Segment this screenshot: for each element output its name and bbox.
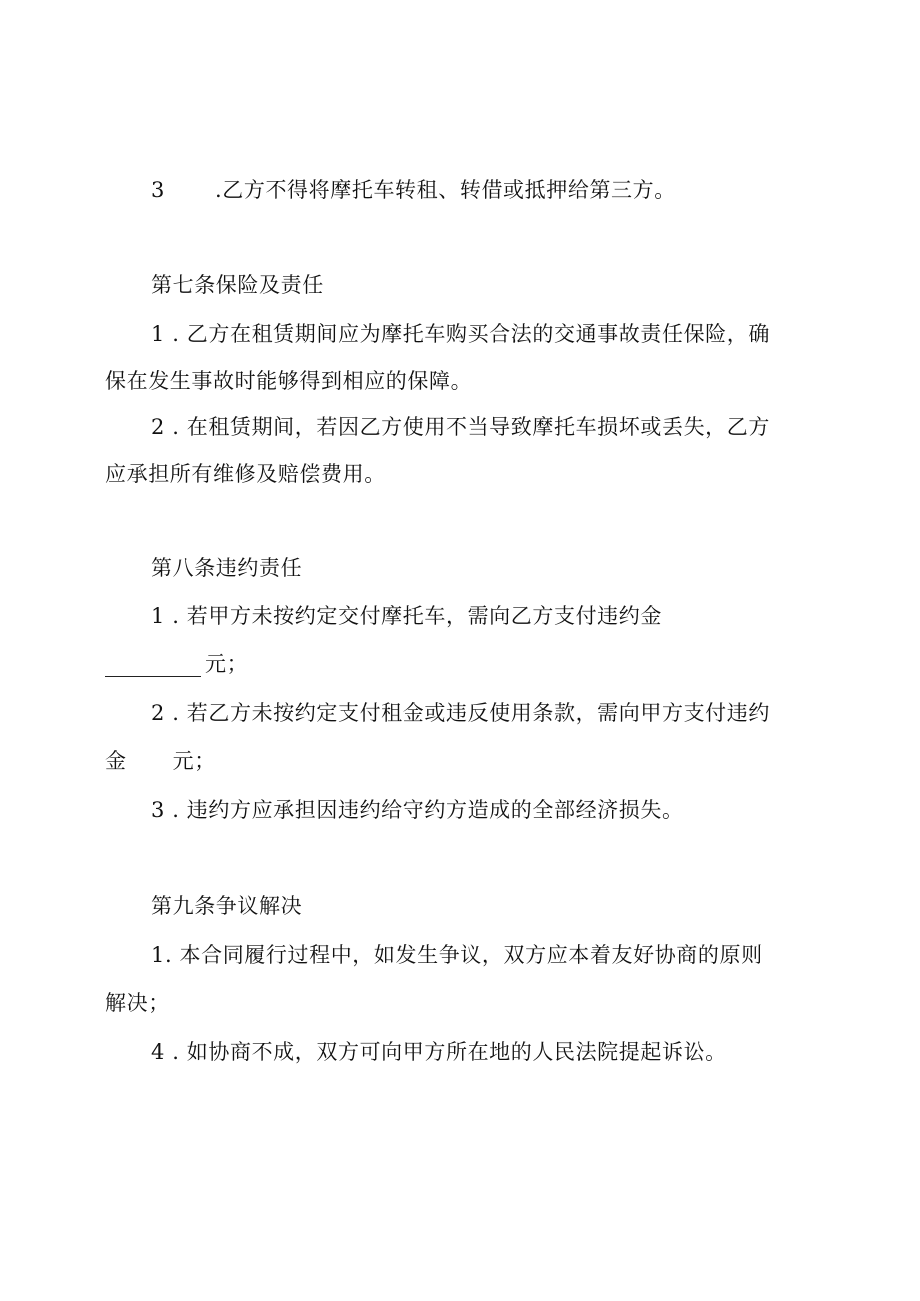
- section-7-heading: 第七条保险及责任: [151, 273, 324, 297]
- item-number: 3: [151, 178, 165, 202]
- unit-yuan: 元；: [205, 652, 249, 676]
- section-9-p1-line1: 1. 本合同履行过程中，如发生争议，双方应本着友好协商的原则: [151, 943, 763, 967]
- item-dot: .: [214, 178, 223, 202]
- section-9-p2-line1: 4 . 如协商不成，双方可向甲方所在地的人民法院提起诉讼。: [151, 1040, 727, 1064]
- section-7-p1-line1: 1 . 乙方在租赁期间应为摩托车购买合法的交通事故责任保险，确: [151, 322, 770, 346]
- section-8-p2-line1: 2 . 若乙方未按约定支付租金或违反使用条款，需向甲方支付违约: [151, 701, 770, 725]
- section-8-p1-line2: [105, 651, 248, 677]
- section-9-heading: 第九条争议解决: [151, 894, 303, 918]
- word-jin: 金: [105, 749, 127, 773]
- unit-yuan: 元；: [172, 749, 216, 773]
- clause-item-3: [151, 177, 676, 203]
- section-7-p1-line2: 保在发生事故时能够得到相应的保障。: [105, 369, 473, 393]
- section-8-p2-line2: [105, 748, 216, 774]
- section-7-p2-line1: 2 . 在租赁期间，若因乙方使用不当导致摩托车损坏或丢失，乙方: [151, 415, 770, 439]
- section-9-p1-line2: 解决；: [105, 991, 170, 1015]
- section-8-p3-line1: 3 . 违约方应承担因违约给守约方造成的全部经济损失。: [151, 798, 684, 822]
- section-7-p2-line2: 应承担所有维修及赔偿费用。: [105, 462, 386, 486]
- section-8-p1-line1: 1 . 若甲方未按约定交付摩托车，需向乙方支付违约金: [151, 604, 662, 628]
- item-text: 乙方不得将摩托车转租、转借或抵押给第三方。: [222, 178, 676, 202]
- amount-blank: [105, 654, 201, 677]
- section-8-heading: 第八条违约责任: [151, 556, 303, 580]
